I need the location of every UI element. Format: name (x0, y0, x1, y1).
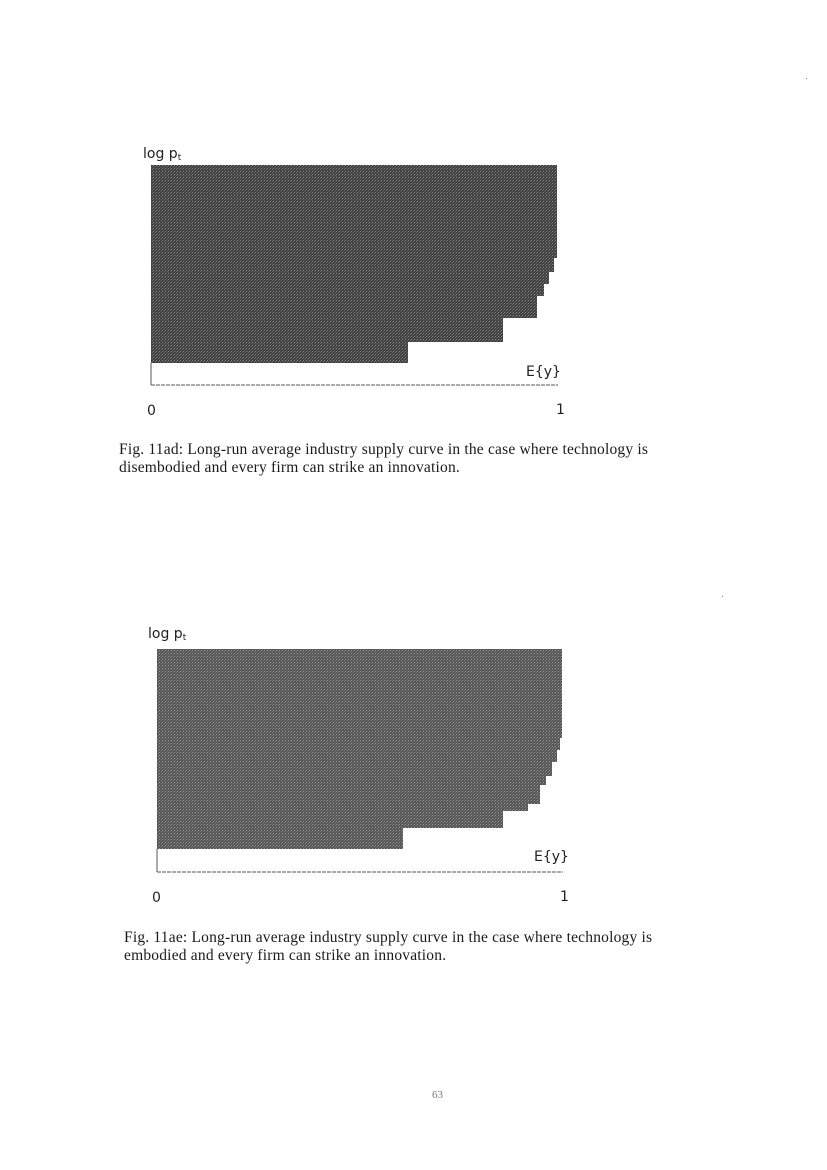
figure-11ae-graphic (0, 500, 827, 1000)
caption-line: embodied and every firm can strike an innovation. (124, 947, 447, 964)
figure-caption (119, 441, 719, 477)
y-axis-label (148, 626, 187, 643)
x-axis-label: E{y} (526, 364, 561, 380)
y-axis-label-main: log p (143, 146, 178, 162)
x-axis-label: E{y} (534, 849, 569, 865)
supply-region (151, 165, 557, 363)
caption-line: Fig. 11ad: Long-run average industry supply curve in the case where technology is (119, 441, 649, 458)
scan-speck (806, 78, 807, 79)
x-tick-right: 1 (556, 402, 565, 418)
caption-line: Fig. 11ae: Long-run average industry supply curve in the case where technology is (124, 929, 653, 946)
scan-speck (722, 596, 723, 597)
figure-caption (124, 929, 724, 965)
x-tick-left: 0 (152, 890, 161, 906)
y-axis-label-sub: t (177, 153, 182, 163)
figure-11ad-graphic (0, 0, 827, 500)
y-axis-label-main: log p (148, 626, 183, 642)
caption-line: disembodied and every firm can strike an innovation. (119, 459, 460, 476)
figure-11ad (0, 0, 827, 500)
x-tick-right: 1 (560, 889, 569, 905)
supply-region (157, 649, 562, 849)
y-axis-label (143, 146, 182, 163)
y-axis-label-sub: t (182, 633, 187, 643)
x-tick-left: 0 (147, 403, 156, 419)
figure-11ae (0, 500, 827, 1000)
page-number: 63 (432, 1089, 443, 1101)
